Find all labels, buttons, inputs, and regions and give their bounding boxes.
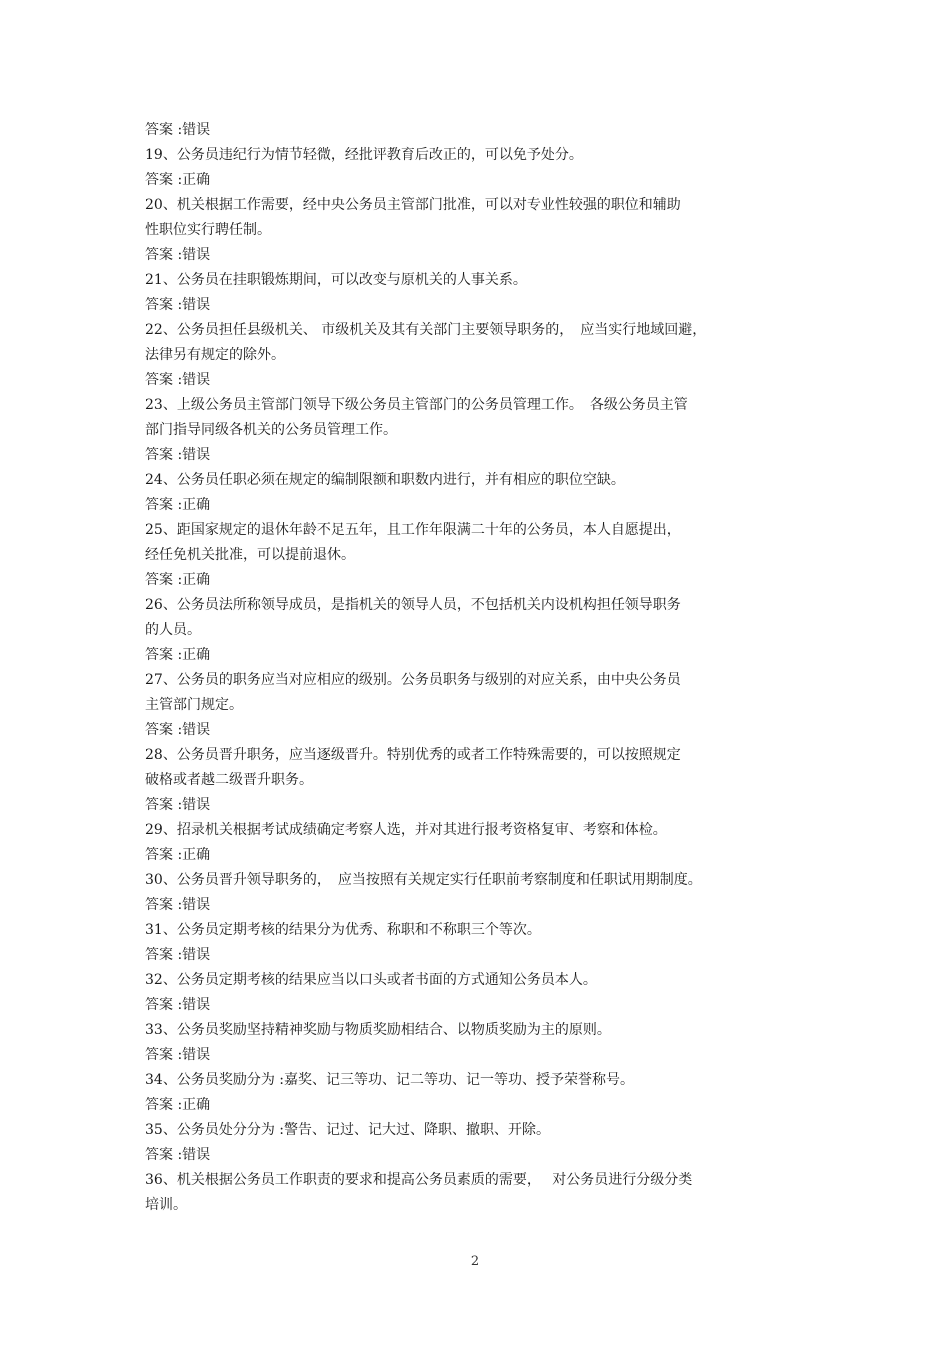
question-25-cont: 经任免机关批准，可以提前退休。: [145, 547, 355, 563]
question-26: 26、公务员法所称领导成员，是指机关的领导人员，不包括机关内设机构担任领导职务: [145, 597, 681, 613]
answer-line: 答案 :错误: [145, 447, 211, 463]
question-23-cont: 部门指导同级各机关的公务员管理工作。: [145, 422, 397, 438]
page-number: 2: [470, 1254, 480, 1269]
question-23: 23、上级公务员主管部门领导下级公务员主管部门的公务员管理工作。 各级公务员主管: [145, 397, 688, 413]
answer-line: 答案 :错误: [145, 122, 211, 138]
answer-line: 答案 :正确: [145, 1097, 211, 1113]
question-20: 20、机关根据工作需要，经中央公务员主管部门批准，可以对专业性较强的职位和辅助: [145, 197, 681, 213]
question-28-cont: 破格或者越二级晋升职务。: [145, 772, 313, 788]
question-27: 27、公务员的职务应当对应相应的级别。公务员职务与级别的对应关系，由中央公务员: [145, 672, 681, 688]
answer-line: 答案 :正确: [145, 172, 211, 188]
question-31: 31、公务员定期考核的结果分为优秀、称职和不称职三个等次。: [145, 922, 541, 938]
question-36-cont: 培训。: [145, 1197, 187, 1213]
question-20-cont: 性职位实行聘任制。: [145, 222, 271, 238]
answer-line: 答案 :错误: [145, 1047, 211, 1063]
question-29: 29、招录机关根据考试成绩确定考察人选，并对其进行报考资格复审、考察和体检。: [145, 822, 667, 838]
question-24: 24、公务员任职必须在规定的编制限额和职数内进行，并有相应的职位空缺。: [145, 472, 625, 488]
question-33: 33、公务员奖励坚持精神奖励与物质奖励相结合、以物质奖励为主的原则。: [145, 1022, 611, 1038]
question-34: 34、公务员奖励分为 :嘉奖、记三等功、记二等功、记一等功、授予荣誉称号。: [145, 1072, 634, 1088]
question-25: 25、距国家规定的退休年龄不足五年，且工作年限满二十年的公务员，本人自愿提出，: [145, 522, 681, 538]
question-30: 30、公务员晋升领导职务的， 应当按照有关规定实行任职前考察制度和任职试用期制度。: [145, 872, 702, 888]
question-28: 28、公务员晋升职务，应当逐级晋升。特别优秀的或者工作特殊需要的，可以按照规定: [145, 747, 681, 763]
answer-line: 答案 :错误: [145, 1147, 211, 1163]
answer-line: 答案 :错误: [145, 897, 211, 913]
answer-line: 答案 :正确: [145, 847, 211, 863]
document-body: [145, 118, 785, 1218]
question-35: 35、公务员处分分为 :警告、记过、记大过、降职、撤职、开除。: [145, 1122, 550, 1138]
answer-line: 答案 :错误: [145, 247, 211, 263]
question-22-cont: 法律另有规定的除外。: [145, 347, 285, 363]
answer-line: 答案 :错误: [145, 722, 211, 738]
question-32: 32、公务员定期考核的结果应当以口头或者书面的方式通知公务员本人。: [145, 972, 597, 988]
question-19: 19、公务员违纪行为情节轻微，经批评教育后改正的，可以免予处分。: [145, 147, 583, 163]
question-27-cont: 主管部门规定。: [145, 697, 243, 713]
question-22: 22、公务员担任县级机关、 市级机关及其有关部门主要领导职务的， 应当实行地域回避，: [145, 322, 707, 338]
answer-line: 答案 :错误: [145, 797, 211, 813]
answer-line: 答案 :错误: [145, 297, 211, 313]
question-26-cont: 的人员。: [145, 622, 201, 638]
question-21: 21、公务员在挂职锻炼期间，可以改变与原机关的人事关系。: [145, 272, 527, 288]
answer-line: 答案 :错误: [145, 947, 211, 963]
answer-line: 答案 :错误: [145, 372, 211, 388]
answer-line: 答案 :错误: [145, 997, 211, 1013]
answer-line: 答案 :正确: [145, 572, 211, 588]
answer-line: 答案 :正确: [145, 497, 211, 513]
answer-line: 答案 :正确: [145, 647, 211, 663]
question-36: 36、机关根据公务员工作职责的要求和提高公务员素质的需要， 对公务员进行分级分类: [145, 1172, 693, 1188]
